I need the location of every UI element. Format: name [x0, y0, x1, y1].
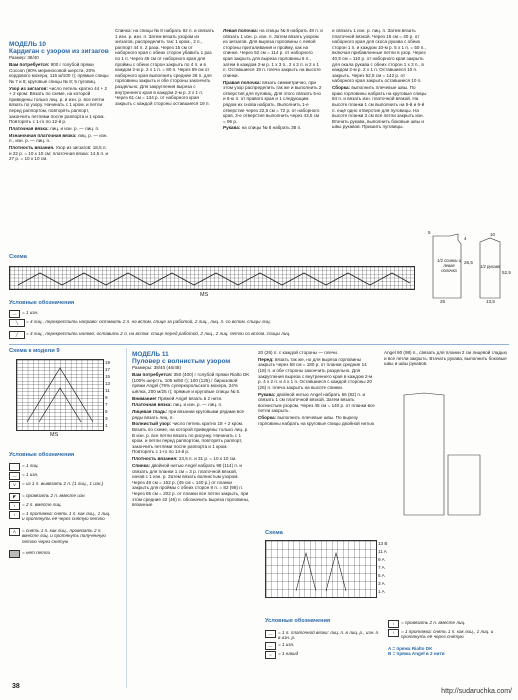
model10-left-front-head: Левая полочка: — [223, 28, 259, 33]
model11-col1 — [132, 350, 250, 686]
model10-col3 — [223, 28, 323, 233]
model10-assembly: выполнить плечевые швы. По краю горловины набрать на круговые спицы 84 п. и вязать изн. платочной вязкой. На высоте планки 1 см выполнить на 5-й и 6-й п. ещё одно отверстие для пуговицы. На высоте планки 3 см все петли закрыть изн. Втачать рукава, выполнить боковые швы и швы рукавов. Пришить пуговицы. — [332, 85, 427, 130]
scheme9-legend-3: = провязать 2 п. вместе изн. — [22, 493, 86, 498]
pattern-label-sleeve: 1/2 рукава — [480, 264, 500, 269]
scheme9-legend-1: = 1 изн. — [22, 472, 39, 477]
s9-sym-knit — [9, 463, 20, 471]
model10-plain-head: Платочная вязка: — [9, 125, 49, 131]
pattern-dim-2: 4 — [464, 236, 467, 241]
pattern-drawings — [428, 230, 514, 305]
pattern-label-back: 1/2 спинки и левая полочка — [437, 258, 461, 273]
model11-legend-6: B = пряжа Angel в 2 нити — [388, 651, 445, 657]
m11-sym-purl: — — [265, 642, 276, 650]
model11-back: двойной нитью Angel набрать 98 (114) п. и связать для планки 1 см = 3 р. платочной вязкой, начав с 1 изн. р. Затем вязать волнистым узором. Через 48 см = 152 р. (45 см = 140 р.) от планки закрыть для проймы с обеих сторон 8 п. = 82 (98) п. Через 65 см = 202 р. от планки все петли закрыть, при этом средние 42 (46) п. обозначить выреза горловины, вязанные — [132, 463, 250, 508]
model11-row-5: 5 A — [378, 573, 385, 578]
model10-subtitle: Кардиган с узором из зигзагов — [9, 48, 109, 55]
model10-plain: лиц. и изн. р. — лиц. п. — [50, 125, 100, 131]
model11-scheme-label: Схема — [265, 530, 283, 536]
model11-legend-0: = 1 п. платочной вязки: лиц. п. в лиц. р., изн. п. в изн. р. — [278, 630, 380, 641]
model11-legend-right — [388, 620, 512, 657]
model10-col1 — [9, 40, 109, 245]
model10-assembly-head: Сборка: — [332, 85, 351, 91]
model10-density-head: Плотность вязания. — [9, 145, 55, 151]
s9-sym-sk2po: Λ — [9, 528, 20, 536]
s9-sym-inc: V — [9, 481, 20, 489]
legend-purl-symbol: — — [9, 310, 20, 318]
model11-subtitle: Пуловер с волнистым узором — [132, 358, 231, 365]
scheme-legend-0: = 1 изн. — [22, 310, 39, 315]
model10-materials-head: Вам потребуется: — [9, 61, 50, 67]
scheme9-legend-title: Условные обозначения — [9, 452, 75, 458]
scheme-legend-1: = 4 лиц., перекрестить направо: оставить 2 п. на вспом. спице за работой, 2 лиц., лиц. п. со вспом. спицы лиц. — [26, 319, 271, 324]
scheme9-label: Схема к модели 9 — [9, 348, 60, 354]
model10-materials: 900 г голубой пряжи Cocoon (80% мериносовой шерсти, 20% кордового мохера, 115 м/100 г); прямые спицы № 7 и 8; круговые спицы № 8; 5 пуговиц. — [9, 61, 109, 84]
model10-size: Размер: 38/40 — [9, 55, 39, 61]
section-divider — [9, 344, 509, 345]
model11-assembly-head: Сборка: — [258, 415, 277, 421]
model11-plain-head: Платочная вязка: — [132, 402, 172, 408]
scheme-zigzag — [10, 267, 414, 289]
m11-sym-garter: — — [265, 630, 276, 638]
model11-pattern — [384, 385, 504, 525]
model11-legend-4: = 1 протяжка: снять 1 п. как лиц., 1 лиц. и протянуть её через снятую — [401, 629, 494, 640]
model11-col2 — [258, 350, 376, 525]
model11-wave: число петель кратно 18 + 2 кром. Вязать по схеме, на которой приведены только лиц. р. В изн. р. все петли вязать по рисунку. Начинать с 1 кром. и петли перед раппортом, повторять раппорт, закончить петлями после раппорта и 1 кром. Повторять с 1-го по 14-й р. — [132, 421, 249, 455]
pattern-dim-3: 5 — [428, 230, 431, 235]
model11-col3-text: Angel 90 (98) п., связать для планки 2 см лицевой гладью и все петли закрыть. Втачать рукава, выполнить боковые швы и швы рукавов. — [384, 350, 507, 367]
model11-front-head: Перед: — [258, 356, 274, 362]
model11-size: Размеры: 38/40 (46/48) — [132, 365, 181, 371]
model11-col3 — [384, 350, 508, 380]
model11-row-labels — [378, 541, 398, 597]
model11-back-head: Спинка: — [132, 463, 151, 469]
model10-density: Узор из зигзагов: 18,5 п. и 22 р. = 10 х 10 см; платочная вязка: 14,5 п. и 27 р. = 10 х 10 см. — [9, 145, 109, 162]
legend-cross-left-symbol: ╱ — [9, 331, 25, 339]
scheme-legend-2: = 4 лиц., перекрестить налево: оставить 2 п. на вспом. спице перед работой, 2 лиц., 2 лиц. петли со вспом. спицы лиц. — [26, 331, 291, 336]
s9-sym-p2tog: ◤ — [9, 493, 20, 501]
model10-purl-head: Изнаночная платочная вязка: — [9, 132, 77, 138]
scheme9-row-9: 9 — [105, 395, 108, 400]
model10-purl: лиц. р. — изн. п., изн. р. — лиц. п. — [9, 132, 108, 144]
model11-legend-2: = 1 накид — [278, 651, 299, 656]
model11-circ: при вязании круговыми рядами все ряды вязать лиц. п. — [132, 409, 245, 420]
scheme9-row-5: 5 — [105, 409, 108, 414]
model11-title: МОДЕЛЬ 11 — [132, 351, 169, 358]
scheme9-row-3: 3 — [105, 416, 108, 421]
model11-materials-head: Вам потребуется: — [132, 371, 173, 377]
m11-sym-k2tog: / — [388, 620, 399, 628]
scheme9-row-17: 17 — [105, 367, 111, 372]
model11-attention: Пряжей Angel вязать в 2 нити. — [157, 395, 223, 401]
model10-zigzag-head: Узор из зигзагов: — [9, 85, 48, 91]
model11-scheme-chart — [265, 540, 377, 598]
scheme9-legend-5: = 1 протяжка: снять 1 п. как лиц., 1 лиц. и протянуть её через снятую петлю — [22, 511, 111, 522]
scheme9-row-15: 15 — [105, 374, 111, 379]
model11-pattern-svg — [384, 385, 504, 525]
model11-attention-head: Внимание! — [132, 395, 157, 401]
model11-density-head: Плотность вязания: — [132, 456, 178, 462]
page-number: 38 — [12, 683, 20, 690]
scheme9-chart — [16, 359, 104, 431]
scheme9-legend-7: = нет петли — [22, 550, 50, 555]
model11-circ-head: Лицевая гладь: — [132, 409, 168, 415]
model11-legend-left — [265, 630, 385, 660]
model11-wave-head: Волнистый узор: — [132, 421, 172, 427]
model10-sleeve-cont: и связать 1 изн. р. лиц. п. Затем вязать платочной вязкой. Через 15 см = 40 р. от наборного края для скоса рукава с обеих сторон 1 п. и каждом 10-м р. 5 х 1 п. = 50 п., включая прибавленные петли в узор. Через 40,5 см = 110 р. от наборного края закрыть для окала рукава с обеих сторон 1 х 3 п., в каждом 2-м р. 2 х 1 п. Оставшиеся 10 п. закрыть. Через 52,5 см = 142 р. от наборного края закрыть оставшиеся 10 п. — [332, 28, 426, 84]
scheme9-legend-0: = 1 лиц. — [22, 463, 39, 468]
model11-front: вязать так же, но для выреза горловины закрыть через 58 см = 180 р. от планки средние 14 (18) п. и обе стороны закончить раздельно. Для закругления выреза с внутреннего края в каждом 2-м р. 4 х 2 п. и 4 х 1 п. Оставшиеся с каждой стороны 20 (26) п. плеча закрыть на высоте спинки. — [258, 356, 373, 390]
scheme9-row-7: 7 — [105, 402, 108, 407]
scheme9-row-13: 13 — [105, 381, 111, 386]
column-divider — [126, 348, 127, 688]
scheme9-row-numbers — [105, 360, 117, 428]
scheme9-row-11: 11 — [105, 388, 110, 393]
model10-zigzag: число петель кратно 44 + 2 + 2 кром. Вязать по схеме, на которой приведены только лиц. р. и изн. р. все петли вязать по узору. Начинать с 1 кром. и петли перед раппортом, повторять раппорт, закончить петлями после раппорта и 1 кром. Повторять с 1-го по 12-й р. — [9, 85, 108, 125]
scheme9-legend-2: = из 1 п. вывязать 2 п. (1 лиц., 1 изн.) — [22, 481, 104, 486]
model11-materials: 350 (400) г голубой пряжи Rialto DK (100% шерсть, 105 м/50 г); 100 (125) г бирюзовой пряжи Angel (76% суперкорольского мохера, 24% шёлка, 200 м/25 г); прямые и круговые спицы № 5. — [132, 371, 250, 394]
m11-sym-yo: ○ — [265, 651, 276, 659]
pattern-dim-5: 52,5 — [502, 270, 511, 275]
scheme-label: Схема — [9, 254, 27, 260]
model10-col2 — [115, 28, 215, 233]
scheme-chart — [9, 266, 415, 290]
scheme9-motif — [17, 360, 103, 430]
scheme9-legend — [9, 463, 114, 559]
model11-assembly: выполнить плечевые швы. По вырезу горловины набрать на круговые спицы двойной нитью — [258, 415, 375, 426]
scheme-legend-title: Условные обозначения — [9, 300, 75, 306]
model11-row-13: 13 B — [378, 541, 388, 546]
scheme-ms: MS — [200, 292, 209, 298]
pattern-dim-1: 26,5 — [464, 260, 473, 265]
model10-right-front: вязать симметрично, при этом узор распределить так же и выполнить 2 отверстия для пуговиц. Для этого связать 5-ю и 6-ю п. от правого края и 1 следующим рядом их снова набрать. Выполнить 1-е отверстие через 22,5 см = 72 р. от наборного края, 3-е отверстие выполнить через 43,5 см = 96 р. — [223, 79, 322, 124]
model10-sleeve: на спицы № 8 набрать 38 п. — [241, 125, 302, 131]
scheme9-row-1: 1 — [105, 423, 108, 428]
model11-sleeves: двойной нитью Angel набрать 66 (82) п. и связать 1 см платочной вязкой. Затем вязать волнистым узором. Через 45 см = 140 р. от планки все петли закрыть. — [258, 391, 375, 414]
model11-legend-3: = провязать 2 п. вместе лиц. — [401, 620, 466, 625]
model11-sleeves-head: Рукава: — [258, 391, 276, 397]
model11-density: 23,5 п. и 31 р. = 10 х 10 см. — [178, 456, 237, 462]
legend-cross-right-symbol: ╲ — [9, 319, 25, 327]
model11-row-1: 1 A — [378, 589, 385, 594]
scheme9-ms: MS — [50, 432, 59, 438]
model11-wave-motif — [266, 541, 376, 597]
scheme9-row-19: 19 — [105, 360, 111, 365]
model10-title: МОДЕЛЬ 10 — [9, 41, 46, 48]
scheme9-legend-6: = снять 1 п. как лиц., провязать 2 п. вместе лиц. и протянуть полученную петлю через снятую — [22, 528, 106, 544]
m11-sym-skpo: \ — [388, 629, 399, 637]
model11-row-9: 9 A — [378, 557, 385, 562]
scheme9-legend-4: = 2 п. вместе лиц. — [22, 502, 62, 507]
model10-right-front-head: Правая полочка: — [223, 79, 262, 85]
s9-sym-k2tog: / — [9, 502, 20, 510]
model10-col4 — [332, 28, 427, 233]
s9-sym-skpo: \ — [9, 511, 20, 519]
model10-left-front: на спицы № 8 набрать 48 п. и связать 1 изн. р. изн. п. Затем вязать узором из зигзагов. Для выреза горловины с левой стороны приталивания и пройму, как на спинке. Через 52 см = 114 р. от наборного края закрыть для выреза горловины 6 п., затем в каждом 2-м р. 1 х 3 п., 2 х 2 п. и 2 х 1 п. Оставшиеся 19 п. плеча закрыть на высоте спинки. — [223, 28, 323, 78]
pattern-dim-6: 13,5 — [486, 299, 495, 304]
s9-sym-none — [9, 550, 20, 558]
model11-legend-5: A = пряжа Rialto DK — [388, 646, 433, 651]
s9-sym-purl: — — [9, 472, 20, 480]
model11-shoulders: 20 (26) п. с каждой стороны — плечи. — [258, 350, 339, 355]
source-url: http://sudaruchka.com/ — [441, 688, 512, 695]
model11-row-3: 3 A — [378, 581, 385, 586]
model10-sleeve-head: Рукава: — [223, 125, 241, 131]
model11-legend-title: Условные обозначения — [265, 618, 331, 624]
model11-plain: лиц. и изн. р. — лиц. п. — [173, 402, 223, 408]
pattern-dim-7: 10 — [490, 232, 496, 237]
model10-back: Спинка: на спицы № 8 набрать 92 п. и связать 1 изн. р. изн. п. Затем вязать узором из зигзагов, распределить так: 1 кром., 2 п., раппорт 44 п. 2 раза. Через 15 см от наборного края с обеих сторон убавить 1 раз по 1 п. Через 45 см от наборного края для проймы с обеих сторон закрыть по 4 п. и в каждом 2-м р. 2 х 1 п. = 80 п. Через 59 см от наборного края выполнить средние 28 п. для горловины закрыть и обе стороны закончить раздельно. Для закругления выреза с внутреннего края в каждом 2-м р. 2 х 1 п. Через 61 см = 134 р. от наборного края закрыть с каждой стороны оставшиеся 19 п. — [115, 28, 215, 106]
pattern-dim-4: 25 — [440, 299, 446, 304]
model11-row-11: 11 A — [378, 549, 387, 554]
model11-legend-1: = 1 изн. — [278, 642, 295, 647]
model11-row-7: 7 A — [378, 565, 385, 570]
